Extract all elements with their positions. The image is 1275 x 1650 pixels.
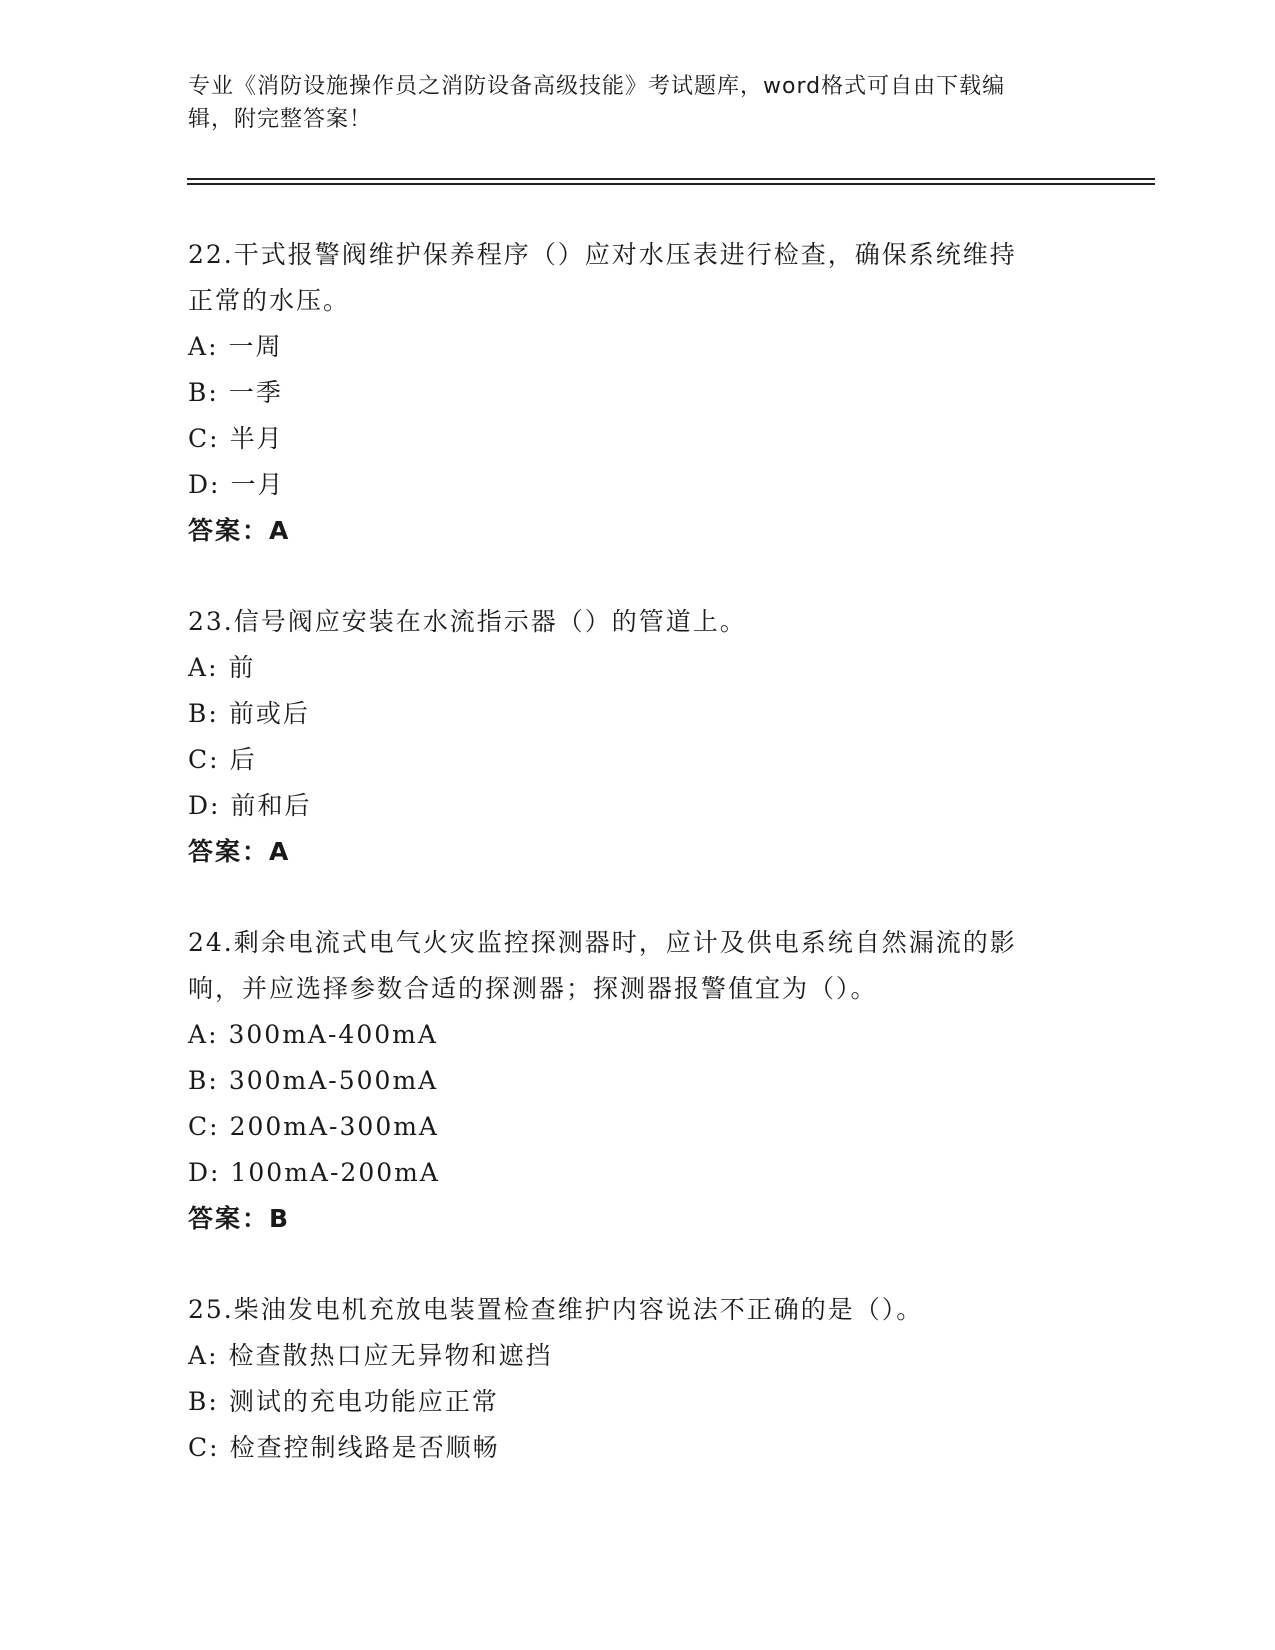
option-separator: :	[210, 1158, 221, 1187]
option-separator: :	[209, 424, 220, 453]
option-letter: C	[188, 1433, 210, 1462]
question-23	[188, 599, 1088, 875]
option-a	[188, 324, 1088, 370]
option-d	[188, 1150, 1088, 1196]
option-text: 一周	[228, 332, 283, 361]
option-separator: :	[208, 378, 219, 407]
question-stem	[188, 232, 1088, 324]
header-divider-top	[187, 178, 1155, 180]
option-text: 检查散热口应无异物和遮挡	[228, 1341, 553, 1370]
option-b	[188, 370, 1088, 416]
option-c	[188, 416, 1088, 462]
header-divider-bottom	[187, 183, 1155, 185]
header-line: 辑，附完整答案！	[188, 107, 373, 132]
option-text: 前和后	[230, 791, 312, 820]
question-stem-line: 23.信号阀应安装在水流指示器（）的管道上。	[188, 607, 747, 636]
document-header	[188, 70, 1088, 136]
question-list	[188, 232, 1088, 1516]
option-letter: A	[188, 332, 209, 361]
option-text: 前或后	[228, 699, 310, 728]
option-letter: A	[188, 1020, 209, 1049]
option-letter: D	[188, 1158, 211, 1187]
option-separator: :	[209, 745, 220, 774]
option-separator: :	[209, 1112, 220, 1141]
option-letter: D	[188, 470, 211, 499]
option-letter: C	[188, 424, 210, 453]
question-stem-line: 24.剩余电流式电气火灾监控探测器时，应计及供电系统自然漏流的影	[188, 928, 1017, 957]
option-b	[188, 1379, 1088, 1425]
option-a	[188, 1333, 1088, 1379]
answer-label: 答案：B	[188, 1204, 291, 1233]
option-letter: D	[188, 791, 211, 820]
option-c	[188, 1425, 1088, 1471]
question-stem-line: 25.柴油发电机充放电装置检查维护内容说法不正确的是（）。	[188, 1295, 924, 1324]
question-stem-line: 响，并应选择参数合适的探测器；探测器报警值宜为（）。	[188, 974, 878, 1003]
question-22	[188, 232, 1088, 554]
option-separator: :	[208, 1387, 219, 1416]
option-letter: A	[188, 653, 209, 682]
option-separator: :	[208, 1341, 219, 1370]
option-text: 300mA-400mA	[228, 1020, 438, 1049]
option-letter: B	[188, 378, 209, 407]
option-b	[188, 691, 1088, 737]
option-separator: :	[209, 1433, 220, 1462]
option-letter: C	[188, 745, 210, 774]
option-text: 测试的充电功能应正常	[228, 1387, 499, 1416]
option-letter: B	[188, 1387, 209, 1416]
question-stem	[188, 1287, 1088, 1333]
question-stem	[188, 599, 1088, 645]
option-separator: :	[210, 791, 221, 820]
option-text: 一月	[230, 470, 285, 499]
header-line: 专业《消防设施操作员之消防设备高级技能》考试题库，word格式可自由下载编	[188, 74, 1006, 99]
option-text: 半月	[229, 424, 284, 453]
option-separator: :	[208, 653, 219, 682]
option-letter: B	[188, 1066, 209, 1095]
answer-label: 答案：A	[188, 837, 291, 866]
option-text: 后	[229, 745, 257, 774]
question-25	[188, 1287, 1088, 1471]
option-a	[188, 645, 1088, 691]
option-d	[188, 462, 1088, 508]
question-stem-line: 22.干式报警阀维护保养程序（）应对水压表进行检查，确保系统维持	[188, 240, 1017, 269]
option-d	[188, 783, 1088, 829]
option-separator: :	[208, 332, 219, 361]
option-separator: :	[208, 1066, 219, 1095]
option-letter: B	[188, 699, 209, 728]
option-a	[188, 1012, 1088, 1058]
option-separator: :	[208, 699, 219, 728]
option-text: 300mA-500mA	[228, 1066, 439, 1095]
option-text: 一季	[228, 378, 283, 407]
question-24	[188, 920, 1088, 1242]
option-text: 200mA-300mA	[229, 1112, 439, 1141]
option-text: 前	[228, 653, 256, 682]
option-letter: C	[188, 1112, 210, 1141]
question-stem	[188, 920, 1088, 1012]
option-b	[188, 1058, 1088, 1104]
question-stem-line: 正常的水压。	[188, 286, 351, 315]
option-letter: A	[188, 1341, 209, 1370]
option-c	[188, 737, 1088, 783]
option-text: 100mA-200mA	[230, 1158, 440, 1187]
option-text: 检查控制线路是否顺畅	[229, 1433, 500, 1462]
option-separator: :	[210, 470, 221, 499]
option-separator: :	[208, 1020, 219, 1049]
answer-label: 答案：A	[188, 516, 291, 545]
option-c	[188, 1104, 1088, 1150]
